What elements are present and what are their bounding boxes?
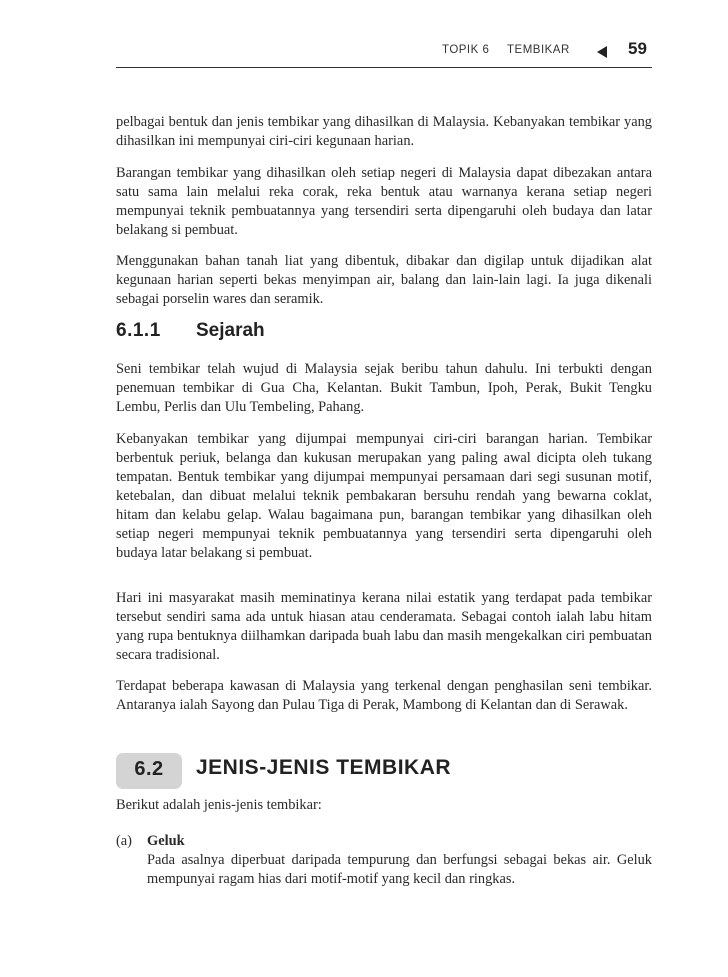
page-number: 59: [628, 39, 647, 58]
triangle-left-icon: [597, 46, 607, 58]
list-item-marker: (a): [116, 833, 132, 849]
topic-number-badge: [116, 753, 182, 789]
list-item-heading: Geluk: [147, 833, 185, 849]
header-title: TEMBIKAR: [507, 44, 570, 56]
section-number: 6.1.1: [116, 320, 161, 341]
running-header: [116, 41, 652, 68]
paragraph-history: Seni tembikar telah wujud di Malaysia sejak beribu tahun dahulu. Ini terbukti dengan penemuan tembikar di Gua Cha, Kelantan. Bukit Tambun, Ipoh, Perak, Bukit Tengku Lembu, Perlis dan Ulu Tembeling, Pahang.: [116, 361, 652, 415]
paragraph-materials: Menggunakan bahan tanah liat yang dibentuk, dibakar dan digilap untuk dijadikan alat kegunaan harian seperti bekas menyimpan air, balang dan lain-lain lagi. Ia juga dikenali sebagai porselin wares dan seramik.: [116, 253, 652, 307]
paragraph-differences: Barangan tembikar yang dihasilkan oleh setiap negeri di Malaysia dapat dibezakan antara satu sama lain melalui reka corak, reka bentuk atau warnanya kerana setiap negeri mempunyai teknik pembuatannya yang tersendiri serta dipengaruhi oleh budaya dan latar belakang si pembuat.: [116, 165, 652, 238]
section-title: Sejarah: [196, 320, 265, 341]
paragraph-regions: Terdapat beberapa kawasan di Malaysia yang terkenal dengan penghasilan seni tembikar. Antaranya ialah Sayong dan Pulau Tiga di Perak, Mambong di Kelantan dan di Serawak.: [116, 678, 652, 713]
topic-number: 6.2: [134, 758, 164, 780]
list-intro: Berikut adalah jenis-jenis tembikar:: [116, 797, 322, 813]
paragraph-daily-items: Kebanyakan tembikar yang dijumpai mempunyai ciri-ciri barangan harian. Tembikar berbentuk periuk, belanga dan kukusan merupakan yang paling awal dicipta oleh tukang tempatan. Bentuk tembikar yang dijumpai mempunyai persamaan dari segi susunan motif, ketebalan, dan dibuat melalui teknik pembakaran bersuhu rendah yang bewarna coklat, hitam dan kelabu gelap. Walau bagaimana pun, barangan tembikar yang dihasilkan oleh setiap negeri mempunyai teknik pembuatannya yang tersendiri serta dipengaruhi oleh budaya latar belakang si pembuat.: [116, 431, 652, 561]
paragraph-today: Hari ini masyarakat masih meminatinya kerana nilai estatik yang terdapat pada tembikar tersebut sendiri sama ada untuk hiasan atau cenderamata. Sebagai contoh ialah labu hitam yang rupa bentuknya diilhamkan daripada buah labu dan masih mengekalkan ciri pembuatan secara tradisional.: [116, 590, 652, 663]
paragraph-continued: pelbagai bentuk dan jenis tembikar yang dihasilkan di Malaysia. Kebanyakan tembikar yang dihasilkan ini mempunyai ciri-ciri kegunaan harian.: [116, 114, 652, 149]
header-topic: TOPIK 6: [442, 44, 490, 56]
topic-title: JENIS-JENIS TEMBIKAR: [196, 756, 452, 779]
list-item-text: Pada asalnya diperbuat daripada tempurung dan berfungsi sebagai bekas air. Geluk mempunyai ragam hias dari motif-motif yang kecil dan ringkas.: [147, 852, 652, 887]
